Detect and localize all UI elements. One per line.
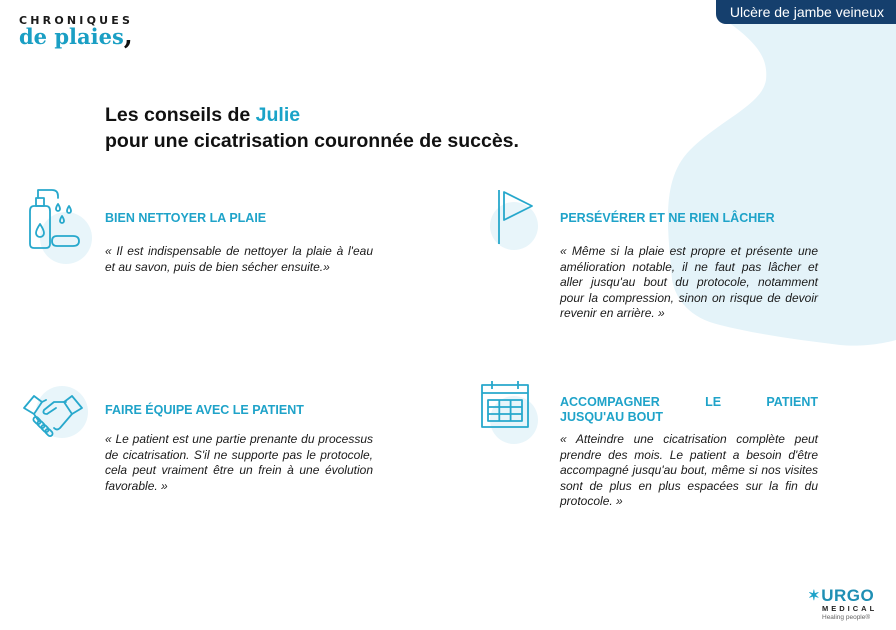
calendar-icon bbox=[480, 380, 544, 446]
chroniques-de-plaies-logo bbox=[19, 14, 134, 51]
handshake-icon bbox=[22, 386, 92, 446]
tip-title: BIEN NETTOYER LA PLAIE bbox=[105, 211, 267, 225]
tip-clean-wound bbox=[105, 211, 373, 275]
logo-line2: de plaies, bbox=[19, 21, 133, 51]
tip-quote: « Atteindre une cicatrisation complète peut prendre des mois. Le patient a besoin d'être accompagné jusqu'au bout, même si nos visites sont de plus en plus espacées sur la fin du protocole. » bbox=[560, 432, 818, 508]
tip-title bbox=[560, 395, 818, 425]
tip-title: FAIRE ÉQUIPE AVEC LE PATIENT bbox=[105, 403, 304, 417]
tip-title: PERSÉVÉRER ET NE RIEN LÂCHER bbox=[560, 211, 775, 225]
soap-dispenser-icon bbox=[24, 184, 94, 266]
topic-tag: Ulcère de jambe veineux bbox=[716, 0, 896, 24]
tip-team-with-patient bbox=[105, 403, 373, 494]
tip-quote: « Le patient est une partie prenante du processus de cicatrisation. S'il ne supporte pas le protocole, cela peut vraiment être un frein à une évolution favorable. » bbox=[105, 432, 373, 493]
title-name-accent: Julie bbox=[255, 104, 301, 126]
title-line2: pour une cicatrisation couronnée de succès. bbox=[105, 130, 519, 152]
logo-comma-mark: , bbox=[123, 21, 133, 51]
runner-icon: ✶ bbox=[808, 587, 821, 603]
tip-quote: « Même si la plaie est propre et présente une amélioration notable, il ne faut pas lâcher et aller jusqu'au bout du protocole, notamment pour la compression, sinon on risque de devoir revenir en arrière. » bbox=[560, 244, 818, 320]
tip-title-line2: JUSQU'AU BOUT bbox=[560, 410, 663, 424]
tip-title-line1: ACCOMPAGNER LE PATIENT bbox=[560, 395, 818, 409]
tip-quote: « Il est indispensable de nettoyer la plaie à l'eau et au savon, puis de bien sécher ensuite.» bbox=[105, 244, 373, 274]
tip-accompany-patient bbox=[560, 395, 818, 510]
logo-line1: CHRONIQUES bbox=[19, 14, 134, 27]
tip-persevere bbox=[560, 211, 818, 322]
urgo-medical-logo: ✶ URGO MEDICAL Healing people® bbox=[808, 586, 878, 621]
title-line1: Les conseils de Julie bbox=[105, 104, 301, 126]
page-title bbox=[105, 102, 519, 154]
flag-icon bbox=[490, 188, 550, 258]
